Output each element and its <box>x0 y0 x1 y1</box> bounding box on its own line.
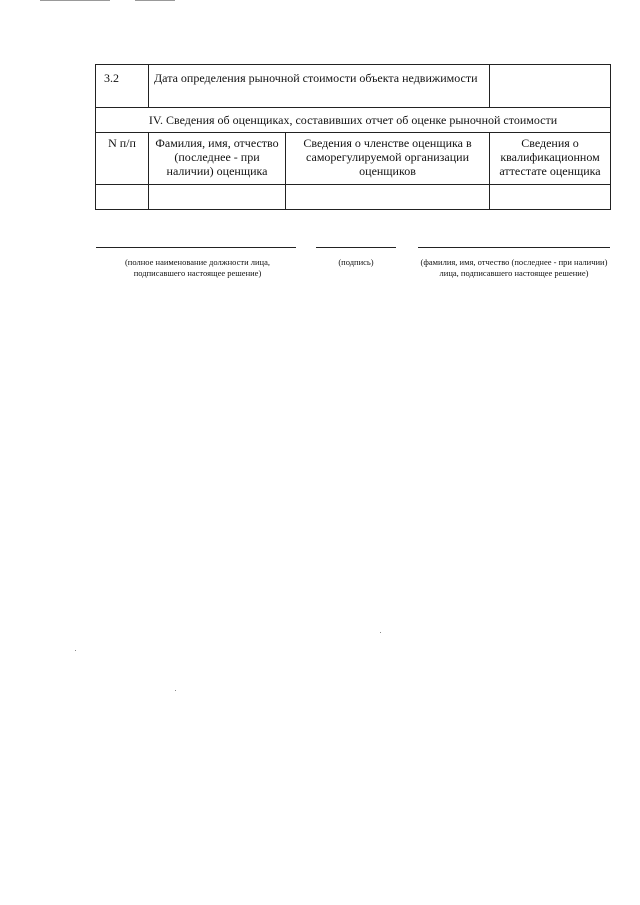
header-number: N п/п <box>96 133 149 185</box>
table-row-3-2 <box>96 65 611 108</box>
section-title: IV. Сведения об оценщиках, составивших отчет об оценке рыночной стоимости <box>96 108 611 133</box>
row-label: Дата определения рыночной стоимости объекта недвижимости <box>149 65 490 108</box>
position-line <box>96 247 296 248</box>
appraisal-table <box>95 64 611 210</box>
section-header-row <box>96 108 611 133</box>
position-caption: (полное наименование должности лица, подписавшего настоящее решение) <box>124 257 271 278</box>
scan-edge-mark <box>135 0 175 1</box>
empty-cell <box>286 185 490 210</box>
name-line <box>418 247 610 248</box>
empty-cell <box>96 185 149 210</box>
empty-cell <box>490 185 611 210</box>
row-value-cell <box>490 65 611 108</box>
empty-cell <box>149 185 286 210</box>
column-header-row <box>96 133 611 185</box>
signature-line <box>316 247 396 248</box>
name-caption: (фамилия, имя, отчество (последнее - при наличии) лица, подписавшего настоящее решение) <box>420 257 608 278</box>
row-number: 3.2 <box>96 65 149 108</box>
scan-speck <box>380 632 381 633</box>
scan-edge-mark <box>40 0 110 1</box>
scan-speck <box>75 650 76 651</box>
scan-speck <box>175 690 176 691</box>
header-qualification: Сведения о квалификационном аттестате оценщика <box>490 133 611 185</box>
header-sro-membership: Сведения о членстве оценщика в саморегулируемой организации оценщиков <box>286 133 490 185</box>
table-row <box>96 185 611 210</box>
signature-caption: (подпись) <box>338 257 374 267</box>
header-appraiser-name: Фамилия, имя, отчество (последнее - при наличии) оценщика <box>149 133 286 185</box>
